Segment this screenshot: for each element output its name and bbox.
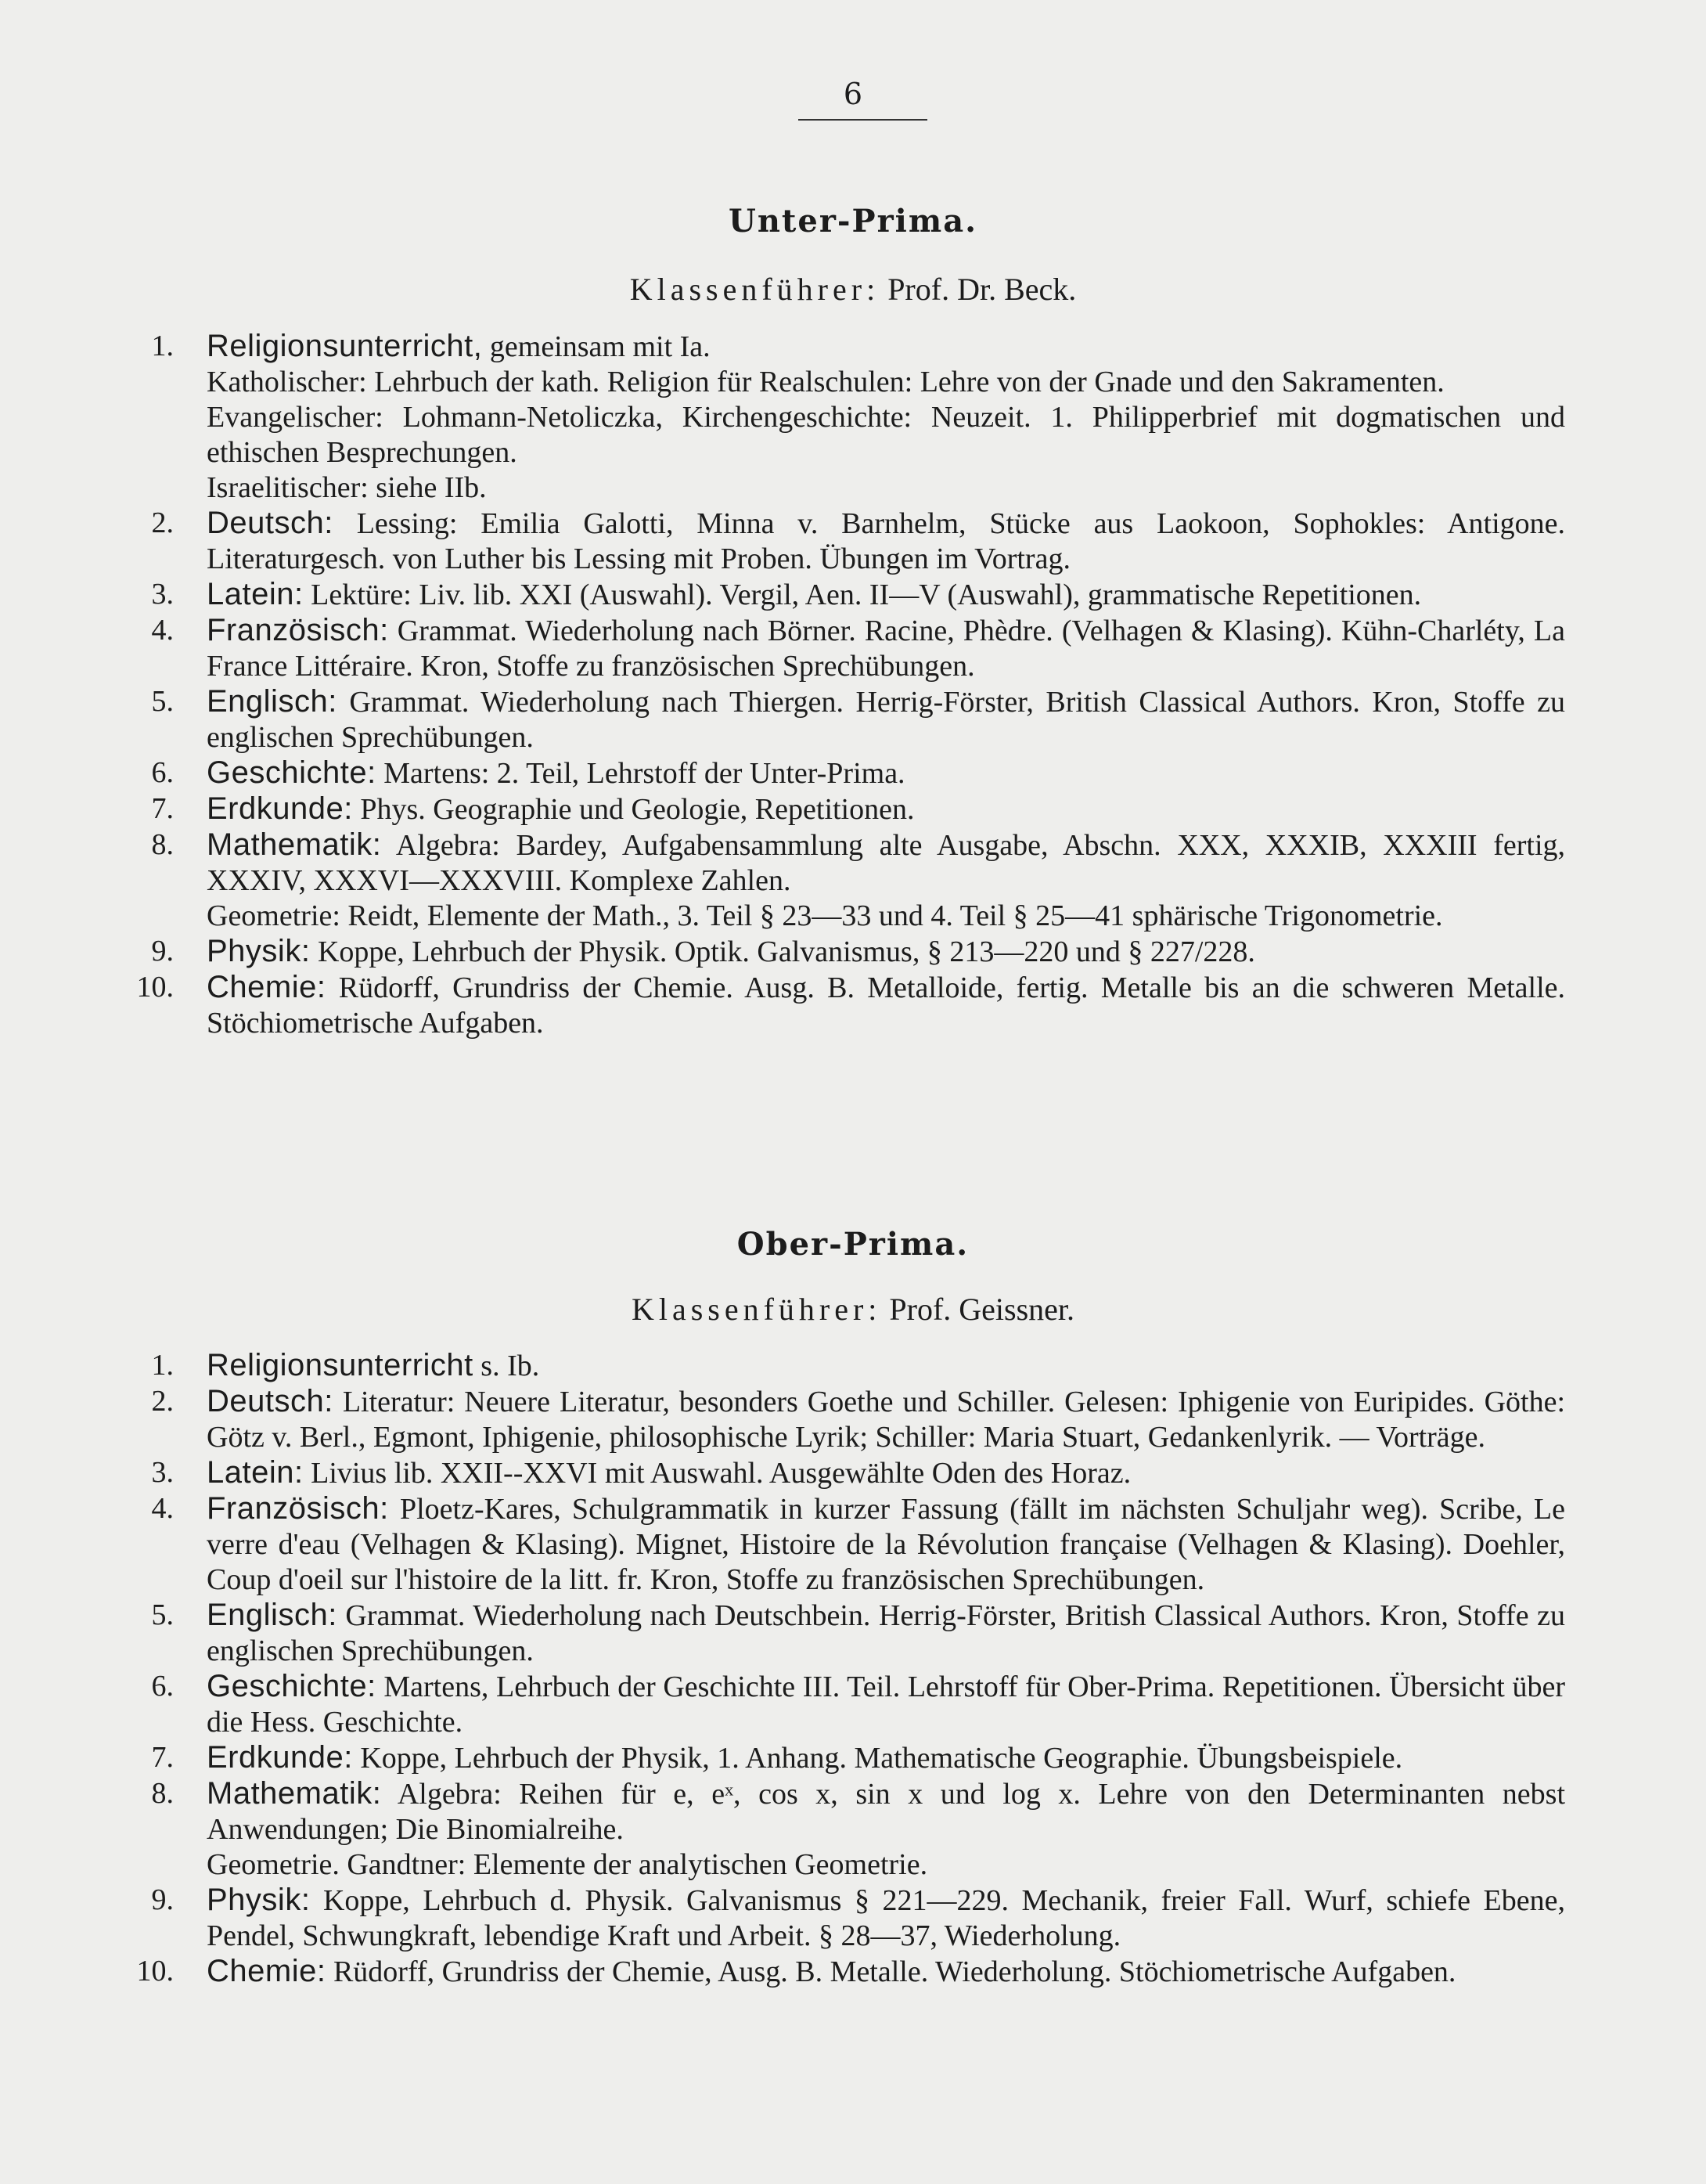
curriculum-list-ober-prima bbox=[102, 1348, 1565, 1990]
subject-label: Physik: bbox=[207, 1883, 311, 1917]
subject-label: Englisch: bbox=[207, 684, 337, 719]
subject-label: Chemie: bbox=[207, 970, 326, 1004]
list-item: 2. Deutsch: Lessing: Emilia Galotti, Minna v. Barnhelm, Stücke aus Laokoon, Sophokles: Antigone. Literaturgesch. von Luther bis Lessing mit Proben. Übungen im Vortrag. bbox=[151, 506, 1565, 575]
subject-label: Erdkunde: bbox=[207, 1740, 353, 1775]
list-item: 7. Erdkunde: Phys. Geographie und Geologie, Repetitionen. bbox=[151, 791, 915, 826]
subject-label: Chemie: bbox=[207, 1954, 326, 1988]
subject-label: Französisch: bbox=[207, 613, 389, 647]
list-item: 9. Physik: Koppe, Lehrbuch der Physik. Optik. Galvanismus, § 213—220 und § 227/228. bbox=[151, 934, 1255, 968]
subject-label: Geschichte: bbox=[207, 755, 376, 790]
subject-label: Mathematik: bbox=[207, 827, 382, 862]
page-number-rule bbox=[798, 119, 927, 121]
classleader-name: Prof. Dr. Beck. bbox=[887, 272, 1077, 307]
subject-label: Latein: bbox=[207, 577, 304, 611]
classleader-unter-prima bbox=[0, 270, 1706, 309]
subject-label: Deutsch: bbox=[207, 506, 333, 540]
classleader-label: Klassenführer: bbox=[629, 272, 880, 307]
list-item: 10. Chemie: Rüdorff, Grundriss der Chemie, Ausg. B. Metalle. Wiederholung. Stöchiometrische Aufgaben. bbox=[136, 1954, 1456, 1988]
subject-label: Religionsunterricht bbox=[207, 1348, 473, 1382]
subject-label: Physik: bbox=[207, 934, 311, 968]
list-item: 1. Religionsunterricht s. Ib. bbox=[151, 1348, 540, 1382]
classleader-name: Prof. Geissner. bbox=[889, 1292, 1075, 1327]
subject-label: Religionsunterricht, bbox=[207, 329, 483, 363]
list-item: 6. Geschichte: Martens, Lehrbuch der Geschichte III. Teil. Lehrstoff für Ober-Prima. Repetitionen. Übersicht über die Hess. Geschichte. bbox=[151, 1669, 1565, 1739]
list-item: 1. Religionsunterricht, gemeinsam mit Ia. Katholischer: Lehrbuch der kath. Religion für Realschulen: Lehre von der Gnade und den Sakramenten. Evangelischer: Lohmann-Netoliczka, Kirchengeschichte: Neuzeit. 1. Philipperbrief mit dogmatischen und ethischen Besprechungen. Israelitischer: siehe IIb. bbox=[151, 329, 1565, 504]
classleader-label: Klassenführer: bbox=[631, 1292, 882, 1327]
page-number: 6 bbox=[843, 77, 863, 111]
list-item: 8. Mathematik: Algebra: Bardey, Aufgabensammlung alte Ausgabe, Abschn. XXX, XXXIB, XXXIII fertig, XXXIV, XXXVI—XXXVIII. Komplexe Zahlen. Geometrie: Reidt, Elemente der Math., 3. Teil § 23—33 und 4. Teil § 25—41 sphärische Trigonometrie. bbox=[151, 827, 1566, 932]
subject-label: Französisch: bbox=[207, 1491, 389, 1526]
section-title-ober-prima: Ober-Prima. bbox=[736, 1226, 970, 1263]
classleader-ober-prima bbox=[0, 1290, 1706, 1329]
list-item: 7. Erdkunde: Koppe, Lehrbuch der Physik, 1. Anhang. Mathematische Geographie. Übungsbeispiele. bbox=[151, 1740, 1403, 1775]
list-item: 5. Englisch: Grammat. Wiederholung nach Deutschbein. Herrig-Förster, British Classical Authors. Kron, Stoffe zu englischen Sprechübungen. bbox=[151, 1598, 1566, 1667]
subject-label: Latein: bbox=[207, 1455, 304, 1490]
section-title-unter-prima: Unter-Prima. bbox=[728, 203, 978, 240]
list-item: 8. Mathematik: Algebra: Reihen für e, eˣ, cos x, sin x und log x. Lehre von den Determinanten nebst Anwendungen; Die Binomialreihe. Geometrie. Gandtner: Elemente der analytischen Geometrie. bbox=[151, 1776, 1566, 1881]
subject-label: Mathematik: bbox=[207, 1776, 382, 1811]
subject-label: Erdkunde: bbox=[207, 791, 353, 826]
subject-label: Geschichte: bbox=[207, 1669, 376, 1703]
list-item: 4. Französisch: Ploetz-Kares, Schulgrammatik in kurzer Fassung (fällt im nächsten Schuljahr weg). Scribe, Le verre d'eau (Velhagen & Klasing). Mignet, Histoire de la Révolution française (Velhagen & Klasing). Doehler, Coup d'oeil sur l'histoire de la litt. fr. Kron, Stoffe zu französischen Sprechübungen. bbox=[151, 1491, 1566, 1596]
list-item: 3. Latein: Livius lib. XXII--XXVI mit Auswahl. Ausgewählte Oden des Horaz. bbox=[151, 1455, 1132, 1490]
list-item: 10. Chemie: Rüdorff, Grundriss der Chemie. Ausg. B. Metalloide, fertig. Metalle bis an die schweren Metalle. Stöchiometrische Aufgaben. bbox=[136, 970, 1565, 1040]
list-item: 9. Physik: Koppe, Lehrbuch d. Physik. Galvanismus § 221—229. Mechanik, freier Fall. Wurf, schiefe Ebene, Pendel, Schwungkraft, lebendige Kraft und Arbeit. § 28—37, Wiederholung. bbox=[151, 1883, 1566, 1952]
subject-label: Englisch: bbox=[207, 1598, 337, 1632]
list-item: 6. Geschichte: Martens: 2. Teil, Lehrstoff der Unter-Prima. bbox=[151, 755, 905, 790]
list-item: 4. Französisch: Grammat. Wiederholung nach Börner. Racine, Phèdre. (Velhagen & Klasing). Kühn-Charléty, La France Littéraire. Kron, Stoffe zu französischen Sprechübungen. bbox=[151, 613, 1565, 683]
list-item: 2. Deutsch: Literatur: Neuere Literatur, besonders Goethe und Schiller. Gelesen: Iphigenie von Euripides. Göthe: Götz v. Berl., Egmont, Iphigenie, philosophische Lyrik; Schiller: Maria Stuart, Gedankenlyrik. — Vorträge. bbox=[151, 1384, 1565, 1454]
list-item: 5. Englisch: Grammat. Wiederholung nach Thiergen. Herrig-Förster, British Classical Authors. Kron, Stoffe zu englischen Sprechübungen. bbox=[151, 684, 1565, 754]
curriculum-list-unter-prima bbox=[102, 329, 1565, 1041]
subject-label: Deutsch: bbox=[207, 1384, 333, 1418]
list-item: 3. Latein: Lektüre: Liv. lib. XXI (Auswahl). Vergil, Aen. II—V (Auswahl), grammatische Repetitionen. bbox=[151, 577, 1422, 611]
